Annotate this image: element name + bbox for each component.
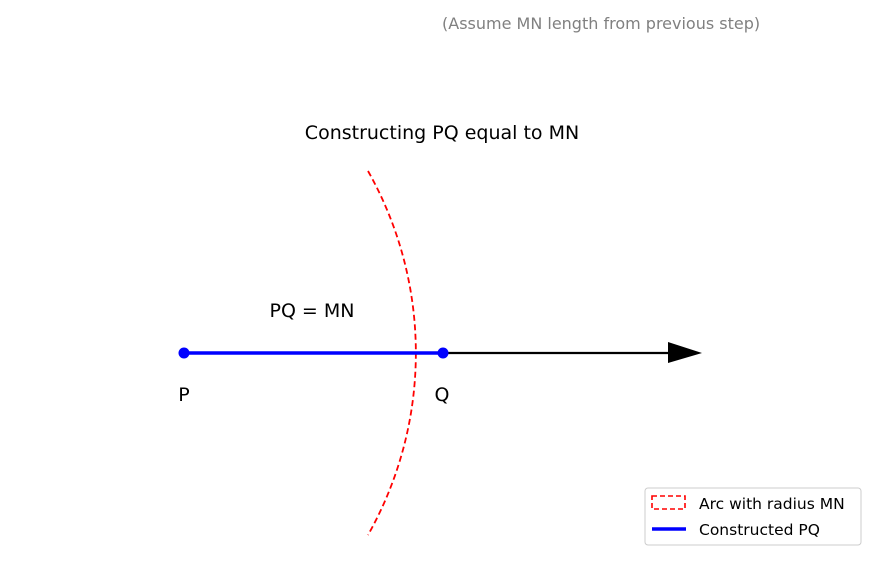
legend <box>645 488 861 545</box>
ray-arrowhead <box>668 342 702 363</box>
point-p-label: P <box>178 384 190 406</box>
point-q <box>438 348 449 359</box>
legend-arc-label: Arc with radius MN <box>699 495 845 513</box>
note-text: (Assume MN length from previous step) <box>442 14 761 33</box>
legend-segment-label: Constructed PQ <box>699 521 820 539</box>
point-p <box>179 348 190 359</box>
segment-label: PQ = MN <box>269 300 355 322</box>
point-q-label: Q <box>434 384 450 406</box>
diagram-title: Constructing PQ equal to MN <box>304 122 580 144</box>
